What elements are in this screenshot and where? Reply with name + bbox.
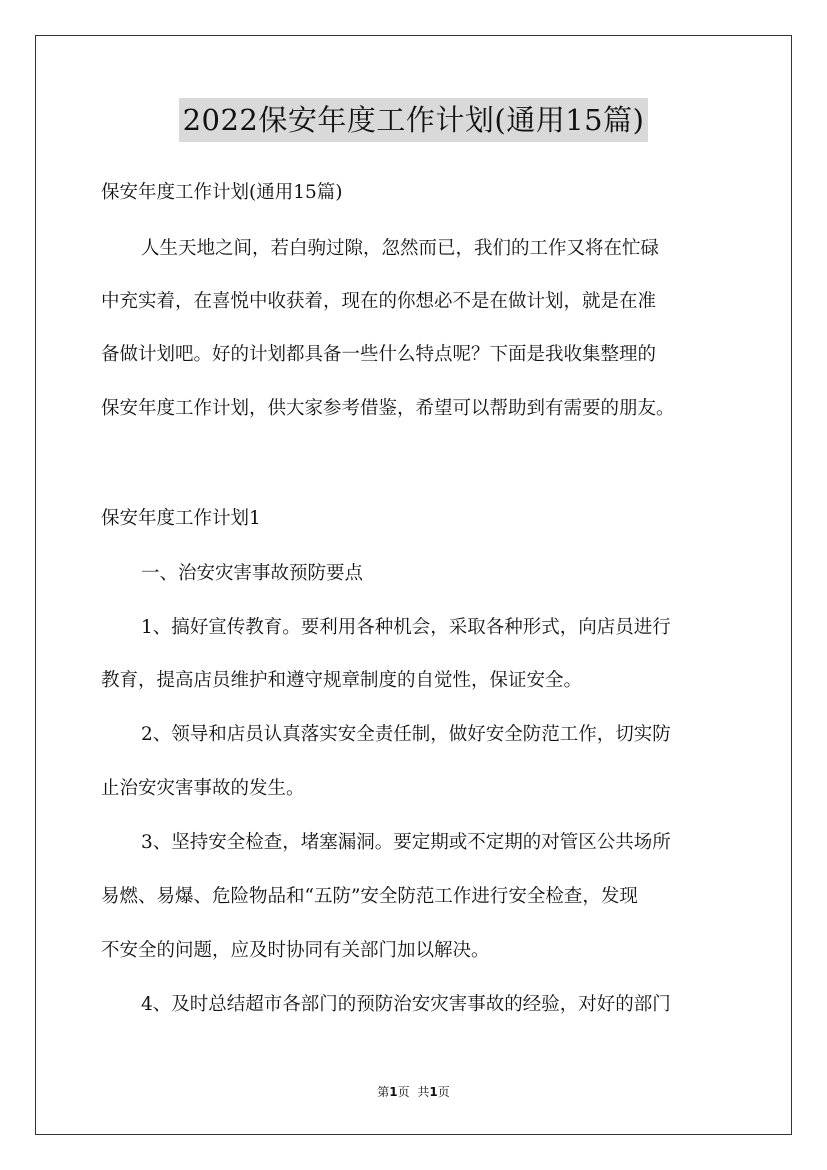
page-footer [0,1084,827,1100]
item4-line-1: 4、及时总结超市各部门的预防治安灾害事故的经验，对好的部门 [141,994,671,1015]
intro-line-1: 人生天地之间，若白驹过隙，忽然而已，我们的工作又将在忙碌 [141,238,660,259]
intro-line-2: 中充实着，在喜悦中收获着，现在的你想必不是在做计划，就是在准 [101,291,657,312]
item3-line-2: 易燃、易爆、危险物品和“五防”安全防范工作进行安全检查，发现 [101,886,638,907]
page-current: 1 [389,1085,398,1099]
intro-line-3: 备做计划吧。好的计划都具备一些什么特点呢？下面是我收集整理的 [101,344,657,365]
item1-line-2: 教育，提高店员维护和遵守规章制度的自觉性，保证安全。 [101,670,583,691]
item2-line-1: 2、领导和店员认真落实安全责任制，做好安全防范工作，切实防 [141,724,671,745]
total-suffix: 页 [437,1085,450,1099]
title-container [0,98,827,142]
intro-line-4: 保安年度工作计划，供大家参考借鉴，希望可以帮助到有需要的朋友。 [101,398,675,419]
section-heading: 保安年度工作计划1 [101,508,261,529]
point-heading: 一、治安灾害事故预防要点 [141,563,364,584]
item2-line-2: 止治安灾害事故的发生。 [101,778,305,799]
item3-line-1: 3、坚持安全检查，堵塞漏洞。要定期或不定期的对管区公共场所 [141,832,671,853]
page-prefix: 第 [377,1085,390,1099]
total-prefix: 共 [417,1085,430,1099]
document-title: 2022保安年度工作计划(通用15篇) [179,98,649,142]
page-suffix: 页 [397,1085,410,1099]
item3-line-3: 不安全的问题，应及时协同有关部门加以解决。 [101,940,490,961]
total-pages: 1 [429,1085,438,1099]
item1-line-1: 1、搞好宣传教育。要利用各种机会，采取各种形式，向店员进行 [141,617,671,638]
document-subtitle: 保安年度工作计划(通用15篇) [101,182,343,203]
